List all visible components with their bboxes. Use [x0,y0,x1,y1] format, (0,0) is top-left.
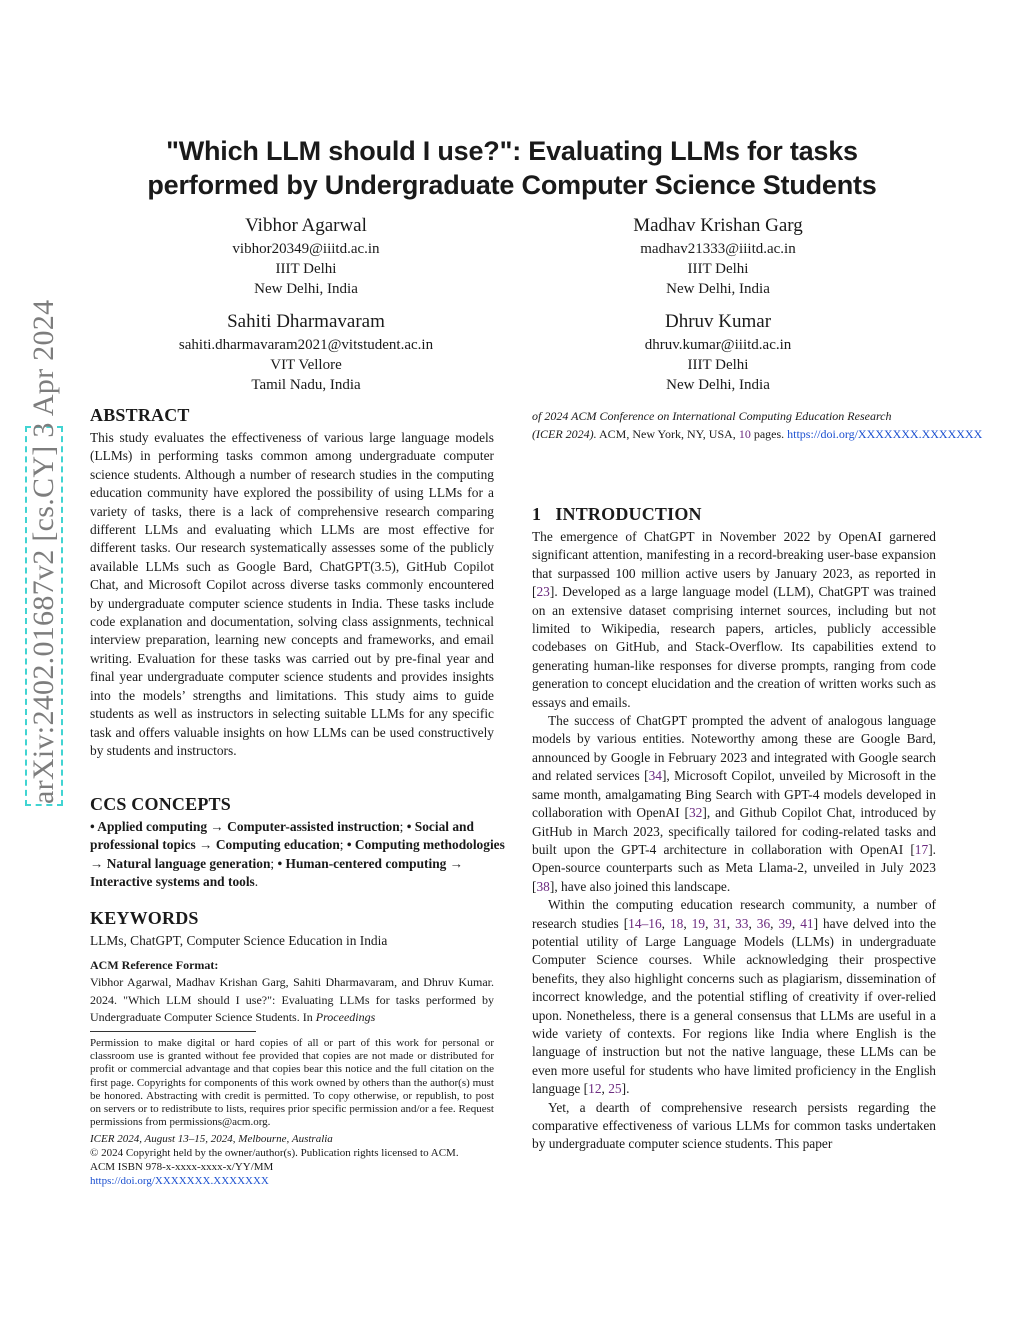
acm-ref-proceedings-start: Proceedings [315,1010,376,1025]
intro-paragraph-3: Within the computing education research community, a number of research studies [14–16, 18, 19, 31, 33, 36, 39, 41] have delved into the potential utility of Large Language Models (LLMs) in undergraduate Computer Science courses. While acknowledging their prospective benefits, they also highlight concerns such as plagiarism, dissemination of incorrect knowledge, and the potential stifling of creativity if over-relied upon. Nonetheless, there is a general consensus that LLMs are useful in a wide variety of contexts. For regions like India where English is the language of instruction but not the native language, these LLMs can be even more useful for students who have limited proficiency in the English language [12, 25]. [532,897,937,1097]
intro-paragraph-4: Yet, a dearth of comprehensive research persists regarding the comparative effectiveness of various LLMs for common tasks undertaken by undergraduate computer science students. This paper [532,1099,936,1152]
author-name: Madhav Krishan Garg [633,215,803,236]
author-block-4 [548,310,888,395]
ccs-concepts: • Applied computing → Computer-assisted instruction; • Social and professional topics → Computing education; • Computing methodologies → Natural language generation; • Human-centered computing → Interactive systems and tools. [90,819,505,890]
author-affiliation: IIIT Delhi [275,261,337,277]
author-block-1 [136,214,476,299]
citation[interactable]: 39 [778,915,792,931]
author-block-3 [136,310,476,395]
author-location: Tamil Nadu, India [251,377,361,393]
citation[interactable]: 34 [648,768,662,784]
acm-ref-continued: of 2024 ACM Conference on International Computing Education Research (ICER 2024). ACM, New York, NY, USA, 10 pages. https://doi.org/XXXXXXX.XXXXXXX [532,409,983,441]
author-name: Dhruv Kumar [664,311,772,332]
author-affiliation: IIIT Delhi [687,357,749,373]
doi-link[interactable]: https://doi.org/XXXXXXX.XXXXXXX [787,426,983,441]
intro-paragraph-1: The emergence of ChatGPT in November 2022 by OpenAI garnered significant attention, manifesting in a record-breaking user-base expansion that surpassed 100 million active users by January 2023, as reported in [23]. Developed as a large language model (LLM), ChatGPT was trained on an extensive dataset comprising internet sources, including but not limited to Wikipedia, research papers, articles, publicly accessible codebases on GitHub, and Stack-Overflow. Its capabilities extend to generating human-like responses for diverse prompts, ranging from code generation to concept elucidation and the creation of written works such as essays and emails. [532,529,936,710]
keywords-heading: KEYWORDS [90,908,199,928]
intro-paragraph-2: The success of ChatGPT prompted the advent of analogous language models by various entities. Noteworthy among these are Google Bard, announced by Google in February 2023 and integrated with Google search and related services [34], Microsoft Copilot, unveiled by Microsoft in the same month, amalgamating Bing Search with GPT-4 models developed in collaboration with OpenAI [32], and Github Copilot Chat, introduced by GitHub in March 2023, specifically tailored for coding-related tasks and built upon the GPT-4 architecture in collaboration with OpenAI [17]. Open-source counterparts such as Meta Llama-2, unveiled in July 2023 [38], have also joined this landscape. [532,713,936,894]
paper-title [100,134,924,202]
author-email: dhruv.kumar@iiitd.ac.in [644,337,792,353]
citation[interactable]: 25 [608,1081,622,1097]
author-location: New Delhi, India [666,281,770,297]
author-name: Sahiti Dharmavaram [227,311,385,332]
author-email: madhav21333@iiitd.ac.in [640,241,796,257]
citation[interactable]: 12 [588,1081,602,1097]
author-block-2 [548,214,888,299]
copyright-line: © 2024 Copyright held by the owner/author(s). Publication rights licensed to ACM. [90,1147,459,1159]
citation[interactable]: 36 [756,915,771,931]
permission-text: Permission to make digital or hard copies of all or part of this work for personal or classroom use is granted without fee provided that copies are not made or distributed for profit or commercial advantage and that copies bear this notice and the full citation on the first page. Copyrights for components of this work owned by others than the author(s) must be honored. Abstracting with credit is permitted. To copy otherwise, or republish, to post on servers or to redistribute to lists, requires prior specific permission and/or a fee. Request permissions from permissions@acm.org. [90,1037,494,1129]
author-name: Vibhor Agarwal [245,215,367,236]
citation[interactable]: 41 [800,915,814,931]
acm-ref-heading: ACM Reference Format: [90,958,219,972]
intro-body [532,528,936,1154]
author-email: sahiti.dharmavaram2021@vitstudent.ac.in [178,337,434,353]
author-location: New Delhi, India [666,377,770,393]
citation[interactable]: 32 [688,805,703,821]
title-line-1: "Which LLM should I use?": Evaluating LLMs for tasks [166,136,858,166]
abstract-text: This study evaluates the effectiveness of various large language models (LLMs) in performing tasks common among undergraduate computer science students. Although a number of research studies in the computing education community have explored the possibility of using LLMs for a variety of tasks, there is a lack of comprehensive research comparing different LLMs and evaluating which LLMs are most effective for different tasks. Our research systematically assesses some of the publicly available LLMs such as Google Bard, ChatGPT(3.5), GitHub Copilot Chat, and Microsoft Copilot across diverse tasks commonly encountered by undergraduate computer science students in India. These tasks include code explanation and documentation, solving class assignments, technical interview preparation, learning new concepts and frameworks, and email writing. Evaluation for these tasks was carried out by pre-final year and final year undergraduate computer science students and provides insights into the models’ strengths and limitations. This study aims to guide students as well as instructors in selecting suitable LLMs for any specific task and offers valuable insights on how LLMs can be used constructively by students and instructors. [90,430,494,758]
keywords-text: LLMs, ChatGPT, Computer Science Education in India [90,933,388,948]
citation[interactable]: 23 [536,584,550,600]
isbn-line: ACM ISBN 978-x-xxxx-xxxx-x/YY/MM [90,1161,274,1173]
intro-heading: 1 INTRODUCTION [532,504,702,524]
citation[interactable]: 38 [536,878,550,894]
proceedings-italic: of 2024 ACM Conference on International Computing Education Research [532,409,892,423]
abstract-heading: ABSTRACT [90,405,190,425]
footnote-rule [90,1031,256,1032]
arxiv-stamp: arXiv:2402.01687v2 [cs.CY] 3 Apr 2024 [25,426,63,806]
doi-link-footer[interactable]: https://doi.org/XXXXXXX.XXXXXXX [90,1175,269,1187]
acm-ref-text: Vibhor Agarwal, Madhav Krishan Garg, Sahiti Dharmavaram, and Dhruv Kumar. 2024. "Which LLM should I use?": Evaluating LLMs for tasks performed by Undergraduate Computer Science Students. In Proceedings [90,975,494,1025]
citation[interactable]: 14–16 [628,915,662,931]
citation[interactable]: 18 [669,915,684,931]
author-location: New Delhi, India [254,281,358,297]
author-affiliation: IIIT Delhi [687,261,749,277]
author-affiliation: VIT Vellore [270,357,342,373]
ccs-heading: CCS CONCEPTS [90,794,231,814]
citation[interactable]: 19 [691,915,706,931]
citation[interactable]: 31 [713,915,727,931]
venue-line: ICER 2024, August 13–15, 2024, Melbourne, Australia [90,1133,333,1145]
author-email: vibhor20349@iiitd.ac.in [232,241,380,257]
citation[interactable]: 33 [735,915,749,931]
title-line-2: performed by Undergraduate Computer Science Students [147,170,877,200]
pages-count[interactable]: 10 [738,426,751,441]
citation[interactable]: 17 [914,841,929,857]
